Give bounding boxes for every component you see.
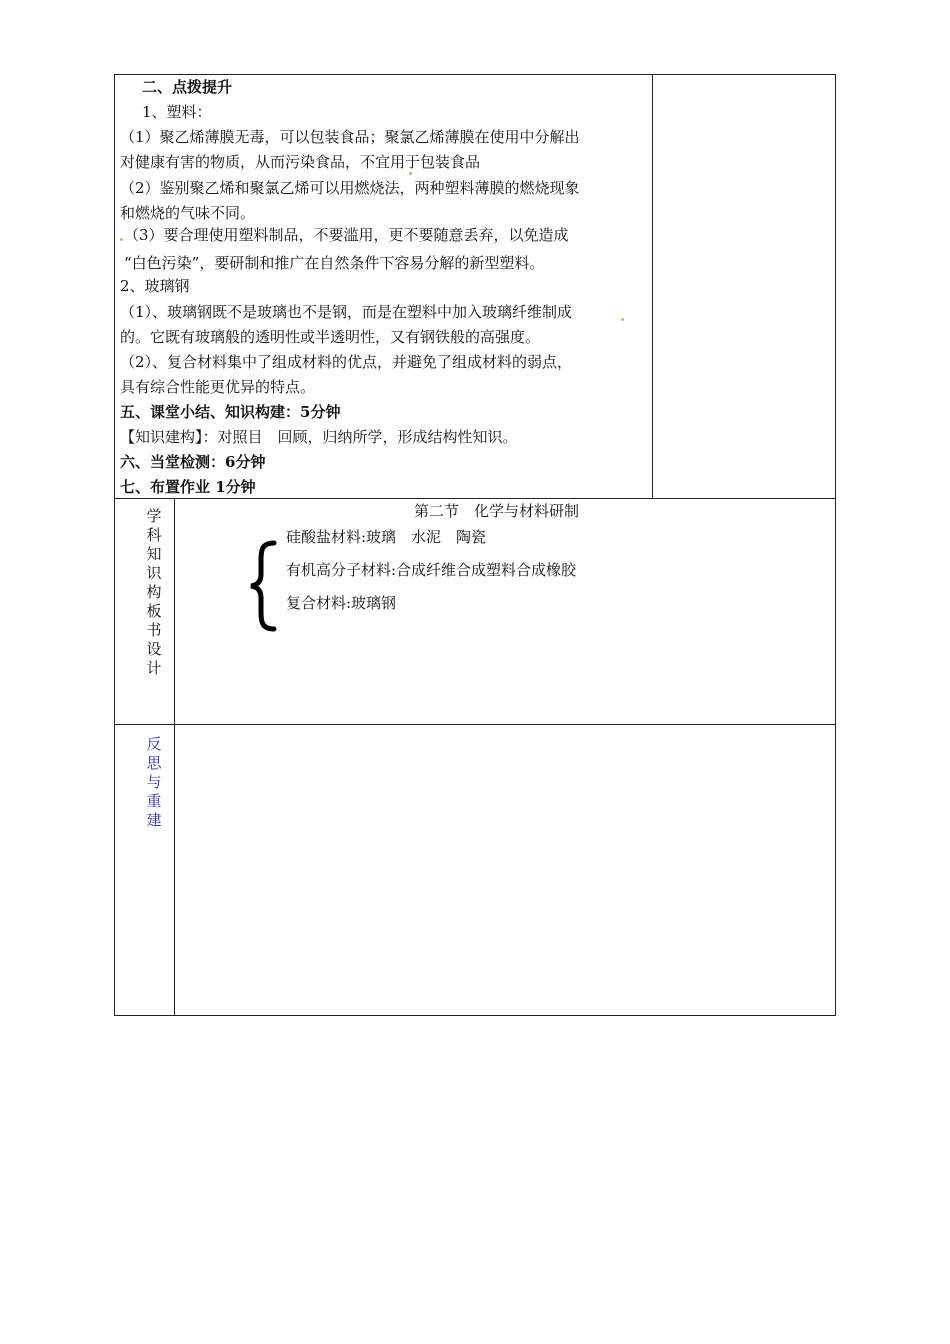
heading-dianbo-tisheng: 二、点拨提升 — [142, 78, 233, 96]
fiberglass-point-2-line-1: （2）、复合材料集中了组成材料的优点，并避免了组成材料的弱点， — [120, 353, 573, 371]
upper-right-column-divider — [652, 74, 653, 499]
item-plastic-title: 1、塑料： — [142, 103, 212, 121]
fiberglass-point-1-line-2: 的。它既有玻璃般的透明性或半透明性，又有钢铁般的高强度。 — [120, 328, 541, 346]
scan-artifact-mark — [621, 318, 624, 321]
scan-artifact-mark — [409, 172, 412, 175]
board-item-silicate: 硅酸盐材料:玻璃 水泥 陶瓷 — [286, 528, 487, 546]
board-design-label: 学科知识构板书设计 — [146, 507, 162, 677]
plastic-point-2-line-2: 和燃烧的气味不同。 — [120, 204, 256, 222]
heading-in-class-test: 六、当堂检测：6分钟 — [120, 453, 266, 471]
item-fiberglass-title: 2、玻璃钢 — [120, 277, 190, 295]
plastic-point-3-line-1: （3）要合理使用塑料制品，不要滥用，更不要随意丢弃，以免造成 — [124, 226, 569, 244]
scan-artifact-mark — [120, 238, 123, 241]
reflection-label: 反思与重建 — [146, 735, 162, 829]
board-item-composite: 复合材料:玻璃钢 — [286, 594, 397, 612]
heading-class-summary: 五、课堂小结、知识构建：5分钟 — [120, 403, 341, 421]
heading-homework: 七、布置作业 1分钟 — [120, 478, 256, 496]
knowledge-build-text: 【知识建构】：对照目 回顾，归纳所学，形成结构性知识。 — [120, 428, 518, 446]
plastic-point-2-line-1: （2）鉴别聚乙烯和聚氯乙烯可以用燃烧法，两种塑料薄膜的燃烧现象 — [120, 179, 580, 197]
fiberglass-point-1-line-1: （1）、玻璃钢既不是玻璃也不是钢，而是在塑料中加入玻璃纤维制成 — [120, 303, 573, 321]
reflection-content-area — [175, 725, 835, 1015]
plastic-point-3-line-2: “白色污染”，要研制和推广在自然条件下容易分解的新型塑料。 — [124, 254, 545, 272]
fiberglass-point-2-line-2: 具有综合性能更优异的特点。 — [120, 378, 316, 396]
plastic-point-1-line-1: （1）聚乙烯薄膜无毒，可以包装食品；聚氯乙烯薄膜在使用中分解出 — [120, 128, 580, 146]
upper-section-bottom-border — [114, 498, 836, 499]
board-design-title: 第二节 化学与材料研制 — [414, 502, 580, 520]
plastic-point-1-line-2: 对健康有害的物质，从而污染食品，不宜用于包装食品 — [120, 153, 481, 171]
board-item-polymer: 有机高分子材料:合成纤维合成塑料合成橡胶 — [286, 561, 577, 579]
curly-brace-icon — [246, 540, 280, 632]
